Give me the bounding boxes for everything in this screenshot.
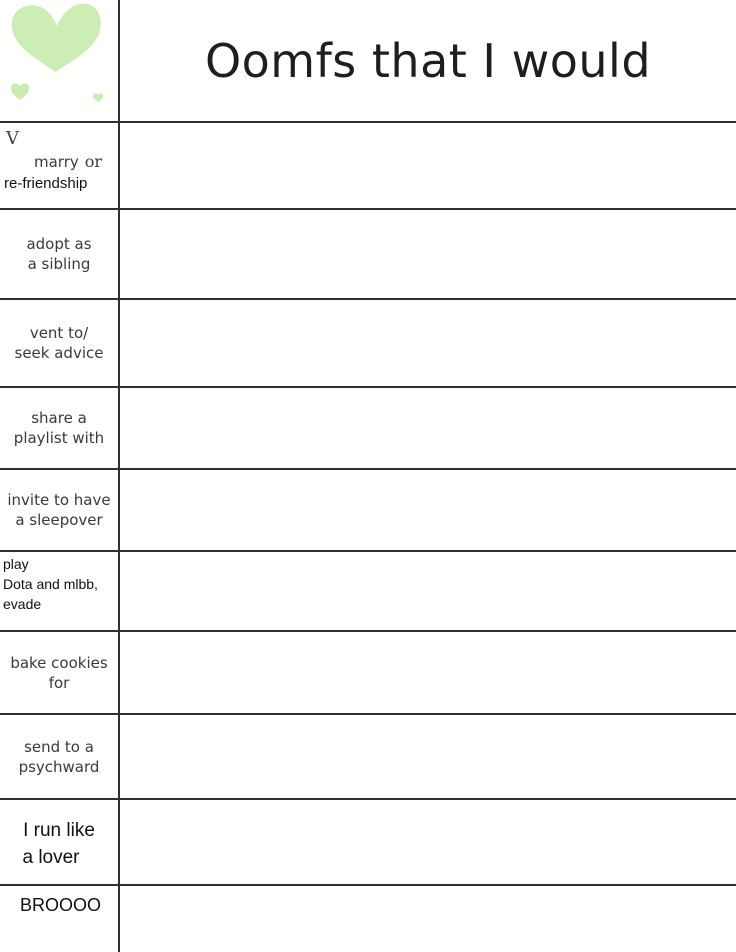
row-5-label (0, 470, 118, 550)
heart-icon (0, 0, 118, 122)
row-divider (0, 550, 736, 552)
row-4-label-line: playlist with (13, 429, 105, 447)
row-6-label-line: play (3, 556, 29, 572)
row-2-label (0, 210, 118, 298)
row-9-label-line: I run like (23, 820, 95, 841)
row-5-label-line: a sleepover (15, 511, 103, 529)
small-heart-icon (11, 83, 29, 100)
large-heart-icon (12, 4, 101, 72)
row-7-label-line: bake cookies (10, 653, 108, 672)
row-3-label (0, 300, 118, 386)
row-divider (0, 884, 736, 886)
row-1-label-line-2: re-friendship (4, 175, 88, 192)
row-9-label (0, 817, 118, 871)
row-10-label: BROOOO (20, 895, 102, 915)
page-title: Oomfs that I would (204, 34, 652, 88)
row-3-label-line: vent to/ (29, 324, 89, 342)
row-6-label-line: evade (3, 596, 42, 612)
row-2-label-line: adopt as (26, 235, 92, 253)
row-divider (0, 798, 736, 800)
row-8-label-line: psychward (18, 757, 100, 776)
row-1-label-line-1 (34, 152, 102, 171)
row-8-label-line: send to a (24, 737, 94, 756)
row-6-label (0, 554, 118, 630)
row-3-label-line: seek advice (14, 344, 104, 362)
row-divider (0, 121, 736, 123)
row-1-marry: marry (34, 153, 79, 171)
row-7-label (0, 632, 118, 713)
row-2-label-line: a sibling (27, 255, 91, 273)
row-8-label (0, 715, 118, 798)
row-7-label-line: for (48, 673, 70, 692)
row-6-label-line: Dota and mlbb, (3, 576, 98, 592)
column-divider (118, 0, 120, 952)
row-4-label-line: share a (31, 409, 87, 427)
row-5-label-line: invite to have (7, 491, 111, 509)
row-4-label (0, 388, 118, 468)
row-1-or: or (84, 152, 103, 171)
row-9-label-line: a lover (22, 847, 80, 868)
tiny-heart-icon (93, 94, 103, 103)
row-1-v-mark: V (6, 128, 19, 149)
